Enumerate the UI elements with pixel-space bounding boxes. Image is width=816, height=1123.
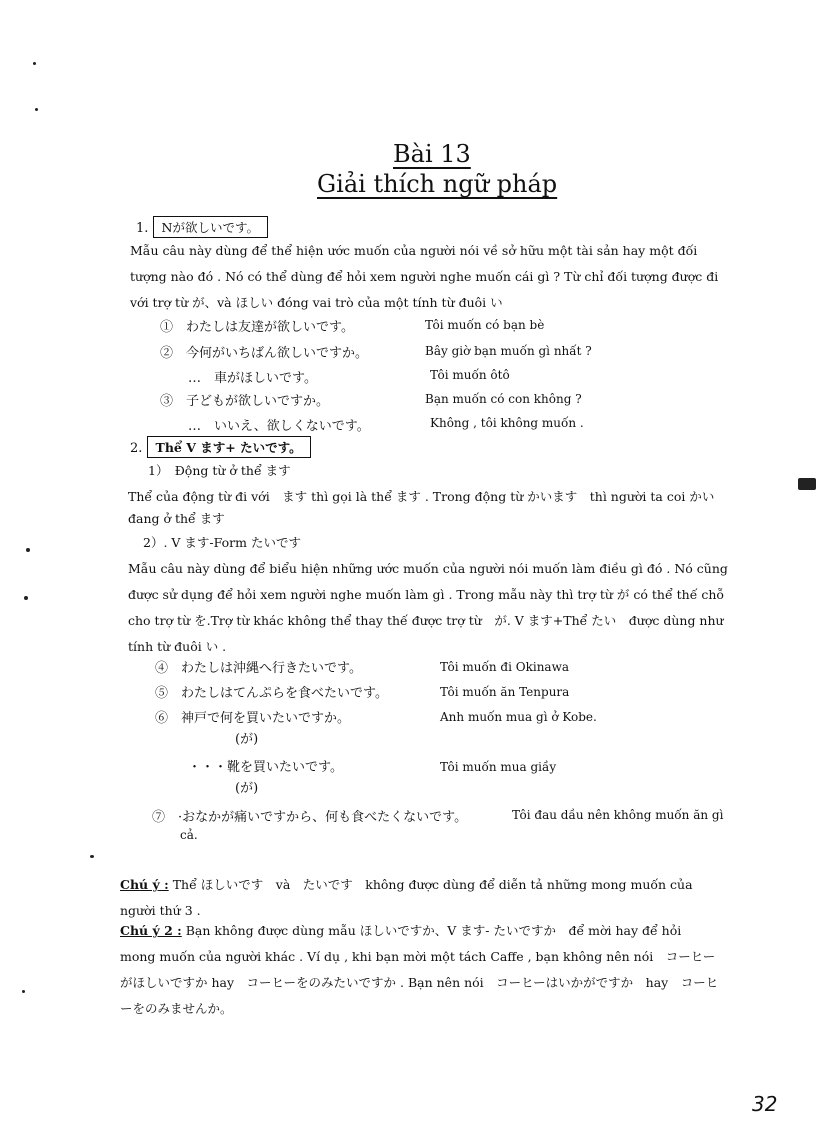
scan-edge-mark — [798, 478, 816, 490]
example-2-jp: ② 今何がいちばん欲しいですか。 — [160, 346, 369, 361]
note-1 — [120, 872, 720, 924]
example-6-vi: Anh muốn mua gì ở Kobe. — [440, 710, 597, 724]
example-2-answer-vi: Tôi muốn ôtô — [430, 368, 510, 382]
scan-speck — [33, 62, 36, 65]
sub1-heading: 1） Động từ ở thể ます — [148, 463, 291, 478]
sub1-text-line2: đang ở thể ます — [128, 511, 225, 526]
scan-speck — [90, 855, 94, 858]
example-3-vi: Bạn muốn có con không ? — [425, 392, 582, 406]
example-2-answer-jp: … 車がほしいです。 — [188, 371, 317, 386]
example-3-jp: ③ 子どもが欲しいですか。 — [160, 394, 330, 409]
example-7-vi-cont: cả. — [180, 828, 198, 842]
example-7-jp: ⑦ ·おなかが痛いですから、何も食べたくないです。 — [152, 810, 468, 825]
scan-speck — [26, 548, 30, 552]
example-7-vi: Tôi đau dầu nên không muốn ăn gì — [512, 808, 724, 822]
example-2-vi: Bây giờ bạn muốn gì nhất ? — [425, 344, 592, 358]
page-number: 32 — [752, 1092, 778, 1116]
scan-speck — [24, 596, 28, 600]
example-4-jp: ④ わたしは沖縄へ行きたいです。 — [155, 661, 362, 676]
section1-box-label: Nが欲しいです。 — [153, 216, 268, 238]
paren-ga-2: (が) — [235, 781, 259, 796]
example-5-vi: Tôi muốn ăn Tenpura — [440, 685, 570, 699]
lesson-subtitle: Giải thích ngữ pháp — [317, 170, 558, 198]
note-2-text: Bạn không được dùng mẫu ほしいですか、V ます- たいですか để mời hay để hỏi mong muốn của người khác . Ví dụ , khi bạn mời một tách Caffe , bạn không nên nói コーヒーがほしいですか hay コーヒーをのみたいですか . Bạn nên nói コーヒーはいかがですか hay コーヒーをのみませんか。 — [120, 923, 719, 1016]
example-3-answer-jp: … いいえ、欲しくないです。 — [188, 419, 370, 434]
section1-number: 1. — [136, 221, 149, 236]
example-6-answer-jp: ・・・靴を買いたいです。 — [188, 760, 343, 775]
scan-speck — [35, 108, 38, 111]
section2-box-label: Thể V ます+ たいです。 — [147, 436, 311, 458]
example-6-jp: ⑥ 神戸で何を買いたいですか。 — [155, 711, 351, 726]
scan-speck — [22, 990, 25, 993]
example-5-jp: ⑤ わたしはてんぷらを食べたいです。 — [155, 686, 388, 701]
sub2-paragraph: Mẫu câu này dùng để biểu hiện những ước muốn của người nói muốn làm điều gì đó . Nó cũng được sử dụng để hỏi xem người nghe muốn làm gì . Trong mẫu này thì trợ từ が có thể thế chỗ cho trợ từ を.Trợ từ khác không thể thay thế được trợ từ が. V ます+Thể たい được dùng như tính từ đuôi い . — [128, 561, 728, 654]
sub2-heading: 2）. V ます-Form たいです — [143, 535, 301, 550]
note-1-label: Chú ý : — [120, 877, 169, 892]
section2-heading — [130, 436, 311, 458]
section2-number: 2. — [130, 441, 143, 456]
example-1-vi: Tôi muốn có bạn bè — [425, 318, 545, 332]
lesson-title: Bài 13 — [393, 140, 471, 168]
note-2 — [120, 918, 720, 1022]
paren-ga-1: (が) — [235, 732, 259, 747]
example-6-answer-vi: Tôi muốn mua giầy — [440, 760, 557, 774]
note-1-text: Thể ほしいです và たいです không được dùng để diễn tả những mong muốn của người thứ 3 . — [120, 877, 693, 918]
example-3-answer-vi: Không , tôi không muốn . — [430, 416, 584, 430]
example-4-vi: Tôi muốn đi Okinawa — [440, 660, 569, 674]
section1-heading — [136, 216, 268, 238]
sub1-text-line1: Thể của động từ đi với ます thì gọi là thể ます . Trong động từ かいます thì người ta coi かい — [128, 489, 715, 504]
section1-paragraph: Mẫu câu này dùng để thể hiện ước muốn của người nói về sở hữu một tài sản hay một đối tượng nào đó . Nó có thể dùng để hỏi xem người nghe muốn cái gì ? Từ chỉ đối tượng được đi với trợ từ が、và ほしい đóng vai trò của một tính từ đuôi い — [130, 243, 719, 310]
example-1-jp: ① わたしは友達が欲しいです。 — [160, 320, 354, 335]
note-2-label: Chú ý 2 : — [120, 923, 182, 938]
